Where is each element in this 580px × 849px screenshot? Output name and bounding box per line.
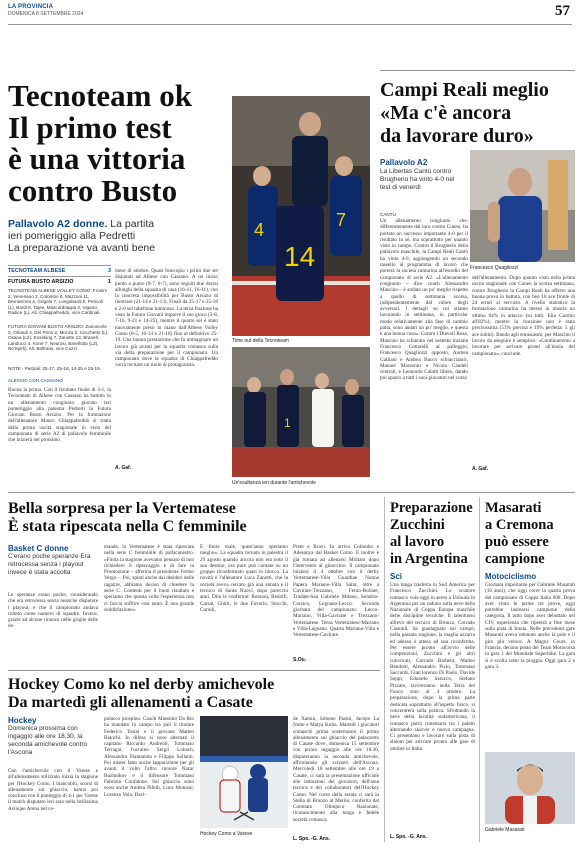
article1-title-line: Tecnoteam ok xyxy=(8,78,192,113)
photo-celebration xyxy=(232,347,370,477)
score-value: 3 xyxy=(108,268,111,274)
article5-title-line: a Cremona xyxy=(485,517,554,533)
photo-hockey-image xyxy=(200,716,288,828)
photo-masarati xyxy=(485,752,575,824)
photo-masarati-image xyxy=(485,752,575,824)
article3-title-line: Bella sorpresa per la Vertematese xyxy=(8,500,236,517)
article6-title-line: Da martedì gli allenamenti a Casate xyxy=(8,694,253,711)
article3-col3: È finita male, quest'anno speriamo meglio». La squadra tornata in palestra il 29 agosto quando ancora non era noto il suo destino, ora pure può contare su un gruppo riconfermato quasi in blocco. La novità è l'allenatore Luca Zanotti, che la società aveva cercato già una annata e il tecnico di Santa Nuovi, dopo parecchi anni. Dire le conferme: Rossoni, Bedolfi, Carsai, Ghitti, le due Favorio, Stocchi, Carioli, xyxy=(200,544,288,613)
article4-col: Una lunga trasferta in Sud America per Francesco Zucchini. Lo sciatore comasco vola oggi in aereo a Ushuaia in Argentina per un raduno sulla neve della Nazionale di Coppa Europa maschile delle discipline tecniche. Il talentuoso allievo del tecnico di Bronzo, Corrado Castoldi, ha guadagnato sul campo, nella passata stagione, la maglia azzurra ed adesso è attesa ad una riconferma. Per essere pronto all'avvio delle competizioni, Zucchini e gli altri convocati, Corrado Barbera, Matteo Bendotti, Alessandro Pizio, Tommaso Saccardi, Gian lorenzo Di Paolo, Davide Seppi, Edoardo Saracco, Stefano Pizzato, lavoreranno nella Terra del Fuoco sino al 4 ottobre. La preparazione, dopo la prima parte dedicata soprattutto all'aspetto fisico, si concentrerà sulla pratica. Sfruttando la neve della località sudamericana, il comasco potrà cimentarsi tra i paletti alternando skiovie e nuova campagna. Ci presentano e lavorare sulla pista di slalom per arrivare pronto alle gare di ottobre in Italia. xyxy=(390,582,475,752)
article2-byline: CANTÙ xyxy=(380,212,396,217)
photo-timeout xyxy=(232,96,370,336)
svg-text:14: 14 xyxy=(284,241,316,272)
publication-name: LA PROVINCIA xyxy=(8,4,54,10)
article2-title-line: da lavorare duro» xyxy=(380,125,534,147)
article5-title xyxy=(485,500,575,568)
svg-text:7: 7 xyxy=(336,210,347,230)
article2-sign: A. Gaf. xyxy=(472,466,489,472)
article6-deck: Domenica prossima con ingaggio alle ore 18.30, la seconda amichevole contro l'Ascona xyxy=(8,725,88,756)
article1-kicker: Pallavolo A2 donne. xyxy=(8,218,108,230)
caption-quagliozzi: Francesco Quagliozzi xyxy=(470,265,519,271)
score-value: 1 xyxy=(108,279,111,285)
article2-kicker: Pallavolo A2 xyxy=(380,158,428,167)
article1-title-line: Il primo test xyxy=(8,109,172,145)
article3-title-line: È stata ripescata nella C femminile xyxy=(8,518,247,535)
scorebox xyxy=(8,268,111,372)
article6-col3: de Xamin, Simone Pasini, Jacopo La Notte e Matya Kolia. Martedì i giocatori comaschi prima sosterranno il primo allenamento sul ghiaccio del palazzetto di Casate dove, domenica 15 settembre con primo ingaggio alle ore 18.30, disputeranno la seconda amichevole, affrontando gli svizzeri dell'Ascona. Mercoledì 18 settembre alle ore 19 a Casate, ci sarà la presentazione ufficiale alle istituzioni dei giocatori, dell'area tecnica e dei collaboratori dell'Hockey Como. Nel corso della serata ci sarà la Stella di Bronzo al Merito, conferita dal Comitato Olimpico Nazionale, riconoscimento alla lunga e fedele società comasca. xyxy=(293,716,379,823)
article1-title xyxy=(8,80,218,206)
caption-hockey: Hockey Como a Varese xyxy=(200,831,253,837)
article5-kicker: Motociclismo xyxy=(485,572,537,581)
photo-hockey xyxy=(200,716,288,828)
article3-deck: C'erano poche speranze Era retrocessa senza i playout invece è stata accolta xyxy=(8,553,91,576)
header-rule xyxy=(8,24,572,25)
article2-col1: Un allenamento congiunto che, differentemente dal loro contro Cuneo, ha portato un successo importante 4-0 per il risultato in sé, ma soprattutto per quanto visto in campo. Contro il Brugherio della pallavolo maschile, la Campi Reali Cantù ha vinto 4-0, aggiungendo un secondo tassello al programma di lavoro che porterà la società canturina all'esordio del campionato di serie A2. «L'allenamento congiunto – dice coach Alessandro Mascino – è andato un po' meglio rispetto a quello di settimana scorsa, indipendentemente dal valore degli avversari. I dettagli su cui stiamo lavorando in settimana, in particolar modo relativamente alla fase di cambio palla, sono andati un po' meglio, e questa è una buona cosa». Contro i Diavoli Rosa, Mascino ha schierato nel sestetto iniziale Francesco Cottarelli al palleggio, Francesco Quagliozzi opposto, Andrea Galliani e Andrea Bacco schiacciatori, Manuel Marzorati e Nicola Candeli centrali, e Leonardo Calotti libero, dando poi spazio a tutti i suoi giocatori nel corso xyxy=(380,218,468,382)
article2-col2: dell'allenamento. Dopo quanto visto nella prima uscita stagionale con Cuneo la scorsa settimana, contro Brugherio la Campi Reali ha offerto una buona prova in battuta, con ben 10 ace fronte di 24 errori al servizio. A livello statistico la formazione canturina ha messo in mostra un ottimo 64% in attacco (su tutti, Elio Cormio all'82%), mentre la ricezione non è stata precisissima (53% precisa e 19% perfetta; 5 gli ace subiti). Bando agli entusiasmi, per Mascino il lavoro da eseguire è semplice: «Continueremo a lavorare per arrivare pronti all'inizio del campionato», conclude. xyxy=(472,275,575,357)
column-divider-1 xyxy=(384,497,385,842)
publication-date: DOMENICA 8 SETTEMBRE 2024 xyxy=(8,11,84,17)
article1-subtitle-3: La preparazione va avanti bene xyxy=(8,242,156,254)
article1-subtitle-1: La partita xyxy=(107,218,155,230)
article6-title xyxy=(8,676,380,712)
article2-title xyxy=(380,79,575,148)
article6-col1: Con l'amichevole con il Varese e all'allenamento stilizzato inizia la stagione per l'Hockey Como. I biancoblù, scorsi di allenamento sul ghiaccio, hanno poi concluso con il punteggio di 4-1 per Varese il match disputato ieri sera nella bellissima Acinque Arena nel ce- xyxy=(8,768,98,812)
article4-title-line: in Argentina xyxy=(390,551,468,567)
article3-col2: mande, la Vertematese è stata ripescata nella serie C femminile di pallacanestro. «Finita la stagione avevamo pensato di non richiedere il ripescaggio e di fare la Promozione – afferma il presidente Fermo Vergo –. Poi, spinti anche dai desideri delle ragazze, abbiamo deciso di chiedere la serie C. Contenti per il buon risultato e speriamo che questa volta l'esperienza non ci faccia soffrire così tanto. È una grande soddisfazione». xyxy=(104,544,194,613)
article3-sign: S.Ou. xyxy=(293,657,307,663)
photo-quagliozzi-image xyxy=(470,150,575,262)
article1-title-line: è una vittoria xyxy=(8,141,186,177)
article1-subtitle xyxy=(8,218,223,254)
article1-subtitle-2: ieri pomeriggio alla Pedretti xyxy=(8,230,136,242)
column-divider-2 xyxy=(479,497,480,842)
article4-sign: L. Spo. -G. Ans. xyxy=(390,834,428,840)
article4-title xyxy=(390,500,476,568)
section-rule-2 xyxy=(8,670,380,671)
caption-celebration: Un'esultanza ieri durante l'amichevole xyxy=(232,480,316,486)
photo-celebration-image xyxy=(232,347,370,477)
score-divider xyxy=(8,276,111,277)
section-rule xyxy=(8,492,575,493)
caption-masarati: Gabriele Masarati xyxy=(485,827,525,833)
article1-title-line: contro Busto xyxy=(8,172,178,208)
article2-top-rule xyxy=(380,70,575,71)
svg-text:4: 4 xyxy=(254,220,265,240)
score-team: TECNOTEAM ALBESE xyxy=(8,268,66,274)
article3-col1: Le speranze erano poche, considerando che era retrocessa senza neanche disputare i playout, e che il campionato andava ridotto come numero di squadre. Invece, grazie ad alcune rinunce nelle griglie delle do- xyxy=(8,592,98,630)
article6-col2: polacco prospino. Coach Massimo Da Rin ha mandato in campo tra pali il titolare Federico Tosini e il giovane Matteo Bianchi. In difesa si sono alternati il capitano Riccardo Andreoli, Tommaso Terragni, l'ucraino Sergii Lobach, Alessandro Piantanida e Filippo Sollami. Poi mister fatto anche lapparizione per gli avanti il volto l'altro cursore Nazar Ruzhnikov e il difensore Tommaso Fabrizio Confalone. Sul ghiaccio sono scesi anche Andrea Pifelli, Luca Motosoi, Lorenzo Vola, Davi- xyxy=(104,716,194,798)
match-note: NOTE - Parziali: 25-17, 25-18, 14-25 e 25-19. xyxy=(8,366,101,371)
score-row-away xyxy=(8,279,111,285)
caption-timeout: Time out della Tecnoteam xyxy=(232,338,289,344)
lineup-home: TECNOTEAM ALBESE VOLLEY COMO: Frosini 2, Veneriano 2, Colombo 8, Mazzoni 11, Bernasconi 4, Grigolo 7, Longobardi 8, Pericoli (L), Bardi 8, Tajee, Mascordrappa 2, Vigano, Radice (L). All. Chiappafreddo, vice Cardinali. xyxy=(8,288,107,316)
article6-title-line: Hockey Como ko nel derby amichevole xyxy=(8,676,275,693)
article4-kicker: Sci xyxy=(390,572,403,581)
score-team: FUTURA BUSTO ARSIZIO xyxy=(8,279,74,285)
article5-title-line: può essere xyxy=(485,534,549,550)
article2-deck: La Libertas Cantù contro Brugherio ha vinto 4-0 nel test di venerdì xyxy=(380,168,455,191)
article1-byline: ALESSIO CON CASSANO xyxy=(8,378,63,383)
article5-title-line: campione xyxy=(485,551,545,567)
score-row-home xyxy=(8,268,111,274)
article4-title-line: Preparazione xyxy=(390,500,473,516)
article4-title-line: Zucchini xyxy=(390,517,445,533)
article1-sign: A. Gaf. xyxy=(115,465,132,471)
article4-title-line: al lavoro xyxy=(390,534,445,550)
photo-quagliozzi xyxy=(470,150,575,262)
photo-timeout-image xyxy=(232,96,370,336)
article1-col2: mese di ottobre. Quasi fotocopia i primi due set disputati ad Albese con Cassano. A un inizio punto a punto (8-7, 8-7), sono seguiti due decisi allunghi della squadra di casa (16-11, 16-11), con la concreta impossibilità per Busto Arsizio di rientrare (21-14 e 21-13). Finali da 25-17 e 25-18 e 2-0 sul tabellone luminoso. La terza frazione ha visto la Futura Giovani imporre il suo gioco (2-8, 7-16, 9-21 e 14-25), mentre il quarto set è stato nuovamente preso in mano dall'Albese Volley Como (8-5, 16-14 e 21-18) fino al definitivo 25-19. Una buona prestazione che fa immaginare un lavoro già avanti per la squadra comasca sulla via della preparazione per il campionato. Un campionato dove la squadra di Chiappafreddo vorrà recitare un ruolo di protagonista. xyxy=(115,268,218,369)
article3-kicker: Basket C donne xyxy=(8,544,69,553)
page-number: 57 xyxy=(555,3,570,19)
article3-col4: Prete e Bravi. In arrivo Colombo e Adesanya dal Basket Como. E inoltre è già tornata ad allenarsi Moltani dopo l'intervento al ginocchio. Il campionato inizierà il 4 ottobre con il derby Vertematese-Villa Guardiae Nonna Papera Mariano-Villa Saint, oltre a Gavirate-Trezzano, Ferno-Bollate, Tradate-San Gabriele Milano, Sondrio-Corsico, Legnano-Lecco. Seconda giornata del campionato: Lecco-Mariano, Villa-Gavirate e Trezzano-Vertematese. Terza Vertematese-Mariano e Villa-Legnano. Quarta Mariano-Villa e Vertematese-Gavirate. xyxy=(293,544,379,639)
article6-sign: L. Spo. -G. Ans. xyxy=(293,836,331,842)
svg-text:1: 1 xyxy=(284,416,291,430)
lineup-away: FUTURA GIOVANI BUSTO ARSIZIO: Zanoscelo 0, Orlandi 4, Del Prino 2, Monza 2, Cecchetto (L), Osana (L2), Enseking 7, Zanette 13, Branell, Landucci 4, Kone 7, Neurosi, Barellotta (L3), Ne'Spirli). All. Beltrami, vice Cozzi. xyxy=(8,324,109,352)
article2-title-line: «Ma c'è ancora xyxy=(380,102,512,124)
article1-col1: Buona la prima. Con il risultato finale di 3-1, la Tecnoteam di Albese con Cassano ha battuto in un allenamento congiunto giocato ieri pomeriggio alla palestra Pedretti la Futura Giovani Busto Arsizio. Per la formazione dell'allenatore Mauro Chiappafreddo si tratta della prima uscita stagionale in vista del campionato di serie A2 di pallavolo femminile che inizierà nel prossimo xyxy=(8,387,111,444)
article6-kicker: Hockey xyxy=(8,716,37,725)
article3-title xyxy=(8,500,378,536)
article5-title-line: Masarati xyxy=(485,500,542,516)
article5-col: Giornata importante per Gabriele Masarati (16 anni), che oggi corre la quarta prova del campionato di Coppa Italia 600. Dopo aver vinto le prime tre prove, oggi potrebbe laurearsi campione della categoria. Il tutto dopo aver debuttato nel CIV, esperienza che ripeterà a fine mese sulla pista di Imola. Nelle precedenti gare Masarati aveva ottenuto anche la pole e il giro più veloce. A Magny Cours, in Francia, decimo posto del Team Motocorsa in gara 1 del Mondiale Superbike. La gara si è svolta sotto la pioggia. Oggi gara 2 e gara 3. xyxy=(485,582,575,670)
scorebox-rule xyxy=(8,265,111,266)
article2-title-line: Campi Reali meglio xyxy=(380,79,549,101)
